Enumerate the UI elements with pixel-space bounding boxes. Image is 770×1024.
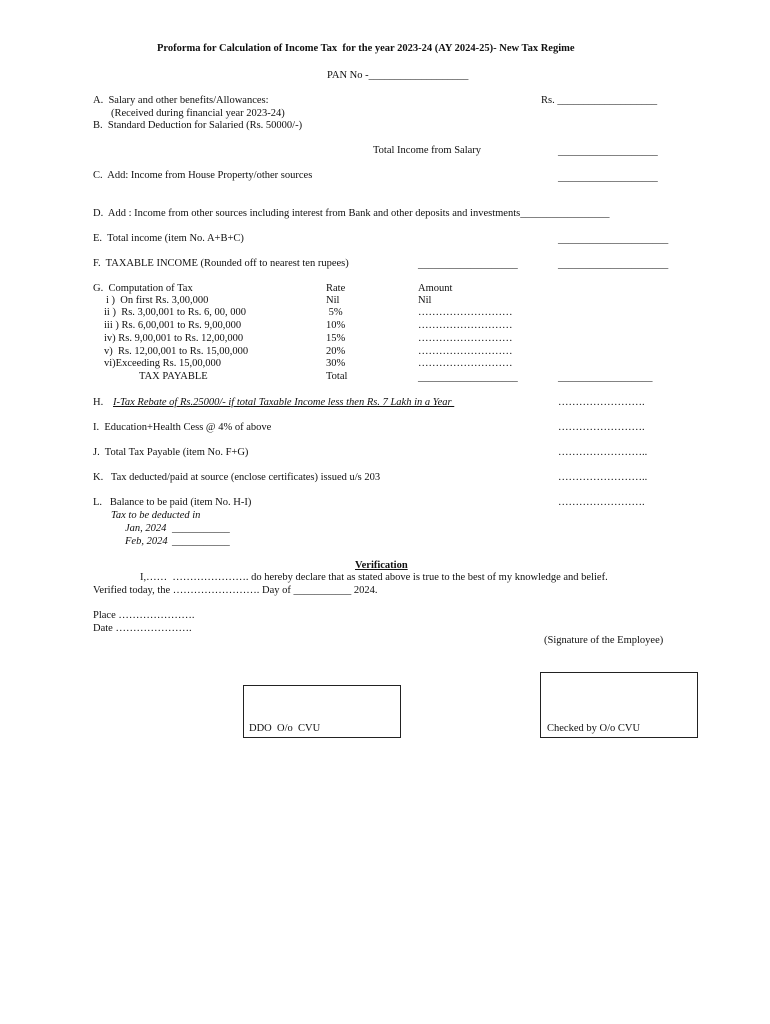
item-l-field[interactable]: ……………………. — [558, 497, 645, 508]
item-e-field[interactable]: _____________________ — [558, 234, 669, 245]
ddo-label: DDO O/o CVU — [249, 723, 321, 734]
form-title: Proforma for Calculation of Income Tax for the year 2023-24 (AY 2024-25)- New Tax Regime — [157, 43, 575, 54]
item-a-amount-field[interactable]: Rs. ___________________ — [541, 95, 658, 106]
item-a-label: A. Salary and other benefits/Allowances: — [93, 95, 269, 106]
total-salary-field[interactable]: ___________________ — [558, 146, 658, 157]
item-f-mid-field[interactable]: ___________________ — [418, 259, 518, 270]
slab-label: iii ) Rs. 6,00,001 to Rs. 9,00,000 — [104, 320, 242, 331]
slab-label: i ) On first Rs. 3,00,000 — [106, 295, 209, 306]
date-field[interactable]: Date …………………. — [93, 623, 192, 634]
item-g-heading: G. Computation of Tax — [93, 283, 193, 294]
item-e-label: E. Total income (item No. A+B+C) — [93, 233, 244, 244]
employee-signature-label: (Signature of the Employee) — [544, 635, 664, 646]
item-i-label: I. Education+Health Cess @ 4% of above — [93, 422, 272, 433]
item-k-field[interactable]: …………………….. — [558, 472, 648, 483]
slab-label: iv) Rs. 9,00,001 to Rs. 12,00,000 — [104, 333, 244, 344]
item-j-field[interactable]: …………………….. — [558, 447, 648, 458]
item-f-field[interactable]: _____________________ — [558, 259, 669, 270]
slab-amount-field[interactable]: ……………………… — [418, 307, 513, 318]
feb-label: Feb, 2024 — [125, 536, 168, 547]
amount-header: Amount — [418, 283, 453, 294]
checked-label: Checked by O/o CVU — [547, 723, 641, 734]
slab-rate: 15% — [326, 333, 346, 344]
item-a-sublabel: (Received during financial year 2023-24) — [111, 108, 285, 119]
rate-header: Rate — [326, 283, 346, 294]
tax-payable-label: TAX PAYABLE — [139, 371, 208, 382]
verification-declaration[interactable]: I,…… …………………. do hereby declare that as stated above is true to the best of my knowledge and belief. — [140, 572, 608, 583]
slab-rate: 10% — [326, 320, 346, 331]
slab-label: v) Rs. 12,00,001 to Rs. 15,00,000 — [104, 346, 249, 357]
item-b-label: B. Standard Deduction for Salaried (Rs. 50000/-) — [93, 120, 303, 131]
place-field[interactable]: Place …………………. — [93, 610, 195, 621]
slab-rate: Nil — [326, 295, 340, 306]
item-h-prefix: H. — [93, 397, 104, 408]
tax-payable-field[interactable]: __________________ — [558, 372, 653, 383]
jan-label: Jan, 2024 — [125, 523, 167, 534]
feb-field[interactable]: ___________ — [172, 536, 230, 547]
pan-field[interactable]: PAN No -___________________ — [327, 70, 469, 81]
slab-amount-field[interactable]: ……………………… — [418, 320, 513, 331]
item-l-label: L. Balance to be paid (item No. H-I) — [93, 497, 252, 508]
item-d-label[interactable]: D. Add : Income from other sources including interest from Bank and other deposits and investments_________________ — [93, 208, 610, 219]
item-j-label: J. Total Tax Payable (item No. F+G) — [93, 447, 249, 458]
verification-date-line[interactable]: Verified today, the ……………………. Day of ___________ 2024. — [93, 585, 378, 596]
total-salary-label: Total Income from Salary — [373, 145, 482, 156]
item-i-field[interactable]: ……………………. — [558, 422, 645, 433]
verification-heading: Verification — [355, 560, 408, 571]
item-h-label: I-Tax Rebate of Rs.25000/- if total Taxable Income less then Rs. 7 Lakh in a Year — [113, 397, 455, 408]
slab-amount-field[interactable]: ……………………… — [418, 333, 513, 344]
item-c-field[interactable]: ___________________ — [558, 172, 658, 183]
slab-rate: 20% — [326, 346, 346, 357]
slab-rate: 30% — [326, 358, 346, 369]
total-label: Total — [326, 371, 348, 382]
tax-deducted-label: Tax to be deducted in — [111, 510, 201, 521]
item-k-label: K. Tax deducted/paid at source (enclose certificates) issued u/s 203 — [93, 472, 381, 483]
slab-amount: Nil — [418, 295, 432, 306]
item-h-field[interactable]: ……………………. — [558, 397, 645, 408]
slab-amount-field[interactable]: ……………………… — [418, 346, 513, 357]
slab-label: ii ) Rs. 3,00,001 to Rs. 6, 00, 000 — [104, 307, 247, 318]
item-f-label: F. TAXABLE INCOME (Rounded off to nearest ten rupees) — [93, 258, 349, 269]
item-c-label: C. Add: Income from House Property/other sources — [93, 170, 313, 181]
tax-total-field[interactable]: ___________________ — [418, 372, 518, 383]
slab-amount-field[interactable]: ……………………… — [418, 358, 513, 369]
slab-rate: 5% — [326, 307, 343, 318]
jan-field[interactable]: ___________ — [172, 523, 230, 534]
slab-label: vi)Exceeding Rs. 15,00,000 — [104, 358, 221, 369]
